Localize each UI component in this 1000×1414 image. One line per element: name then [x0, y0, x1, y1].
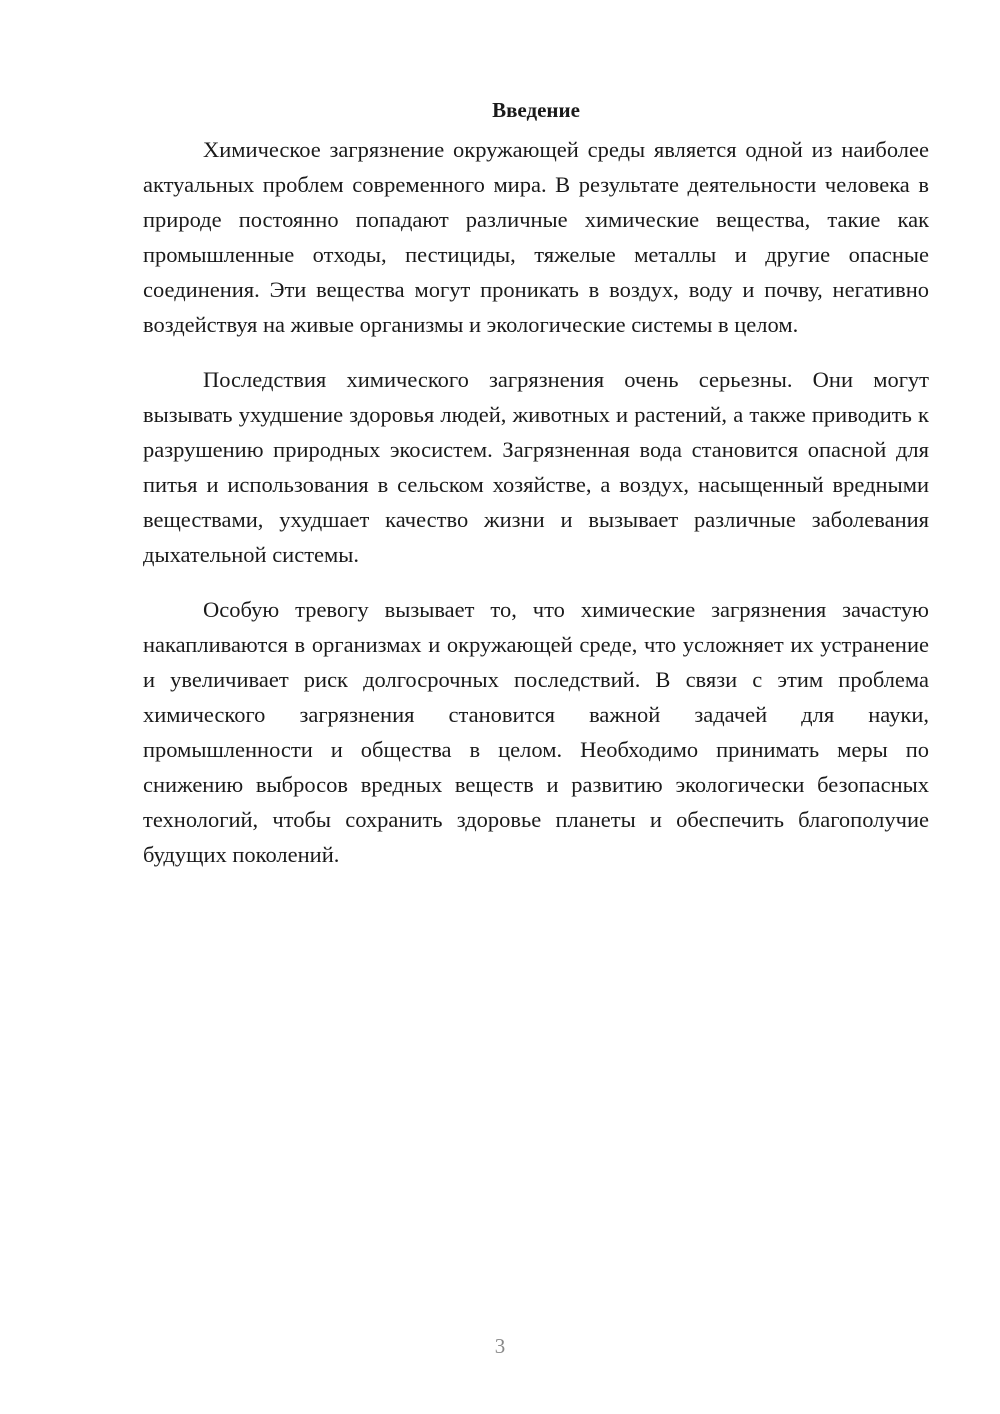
paragraph-2: Последствия химического загрязнения очень серьезны. Они могут вызывать ухудшение здоровья людей, животных и растений, а также приводить к разрушению природных экосистем. Загрязненная вода становится опасной для питья и использования в сельском хозяйстве, а воздух, насыщенный вредными веществами, ухудшает качество жизни и вызывает различные заболевания дыхательной системы.	[143, 367, 929, 567]
section-title: Введение	[492, 98, 580, 122]
page-number: 3	[494, 1334, 506, 1358]
paragraph-3: Особую тревогу вызывает то, что химические загрязнения зачастую накапливаются в организмах и окружающей среде, что усложняет их устранение и увеличивает риск долгосрочных последствий. В связи с этим проблема химического загрязнения становится важной задачей для науки, промышленности и общества в целом. Необходимо принимать меры по снижению выбросов вредных веществ и развитию экологически безопасных технологий, чтобы сохранить здоровье планеты и обеспечить благополучие будущих поколений.	[143, 597, 929, 867]
paragraph-1: Химическое загрязнение окружающей среды является одной из наиболее актуальных проблем современного мира. В результате деятельности человека в природе постоянно попадают различные химические вещества, такие как промышленные отходы, пестициды, тяжелые металлы и другие опасные соединения. Эти вещества могут проникать в воздух, воду и почву, негативно воздействуя на живые организмы и экологические системы в целом.	[143, 137, 929, 337]
page-content	[143, 92, 929, 892]
